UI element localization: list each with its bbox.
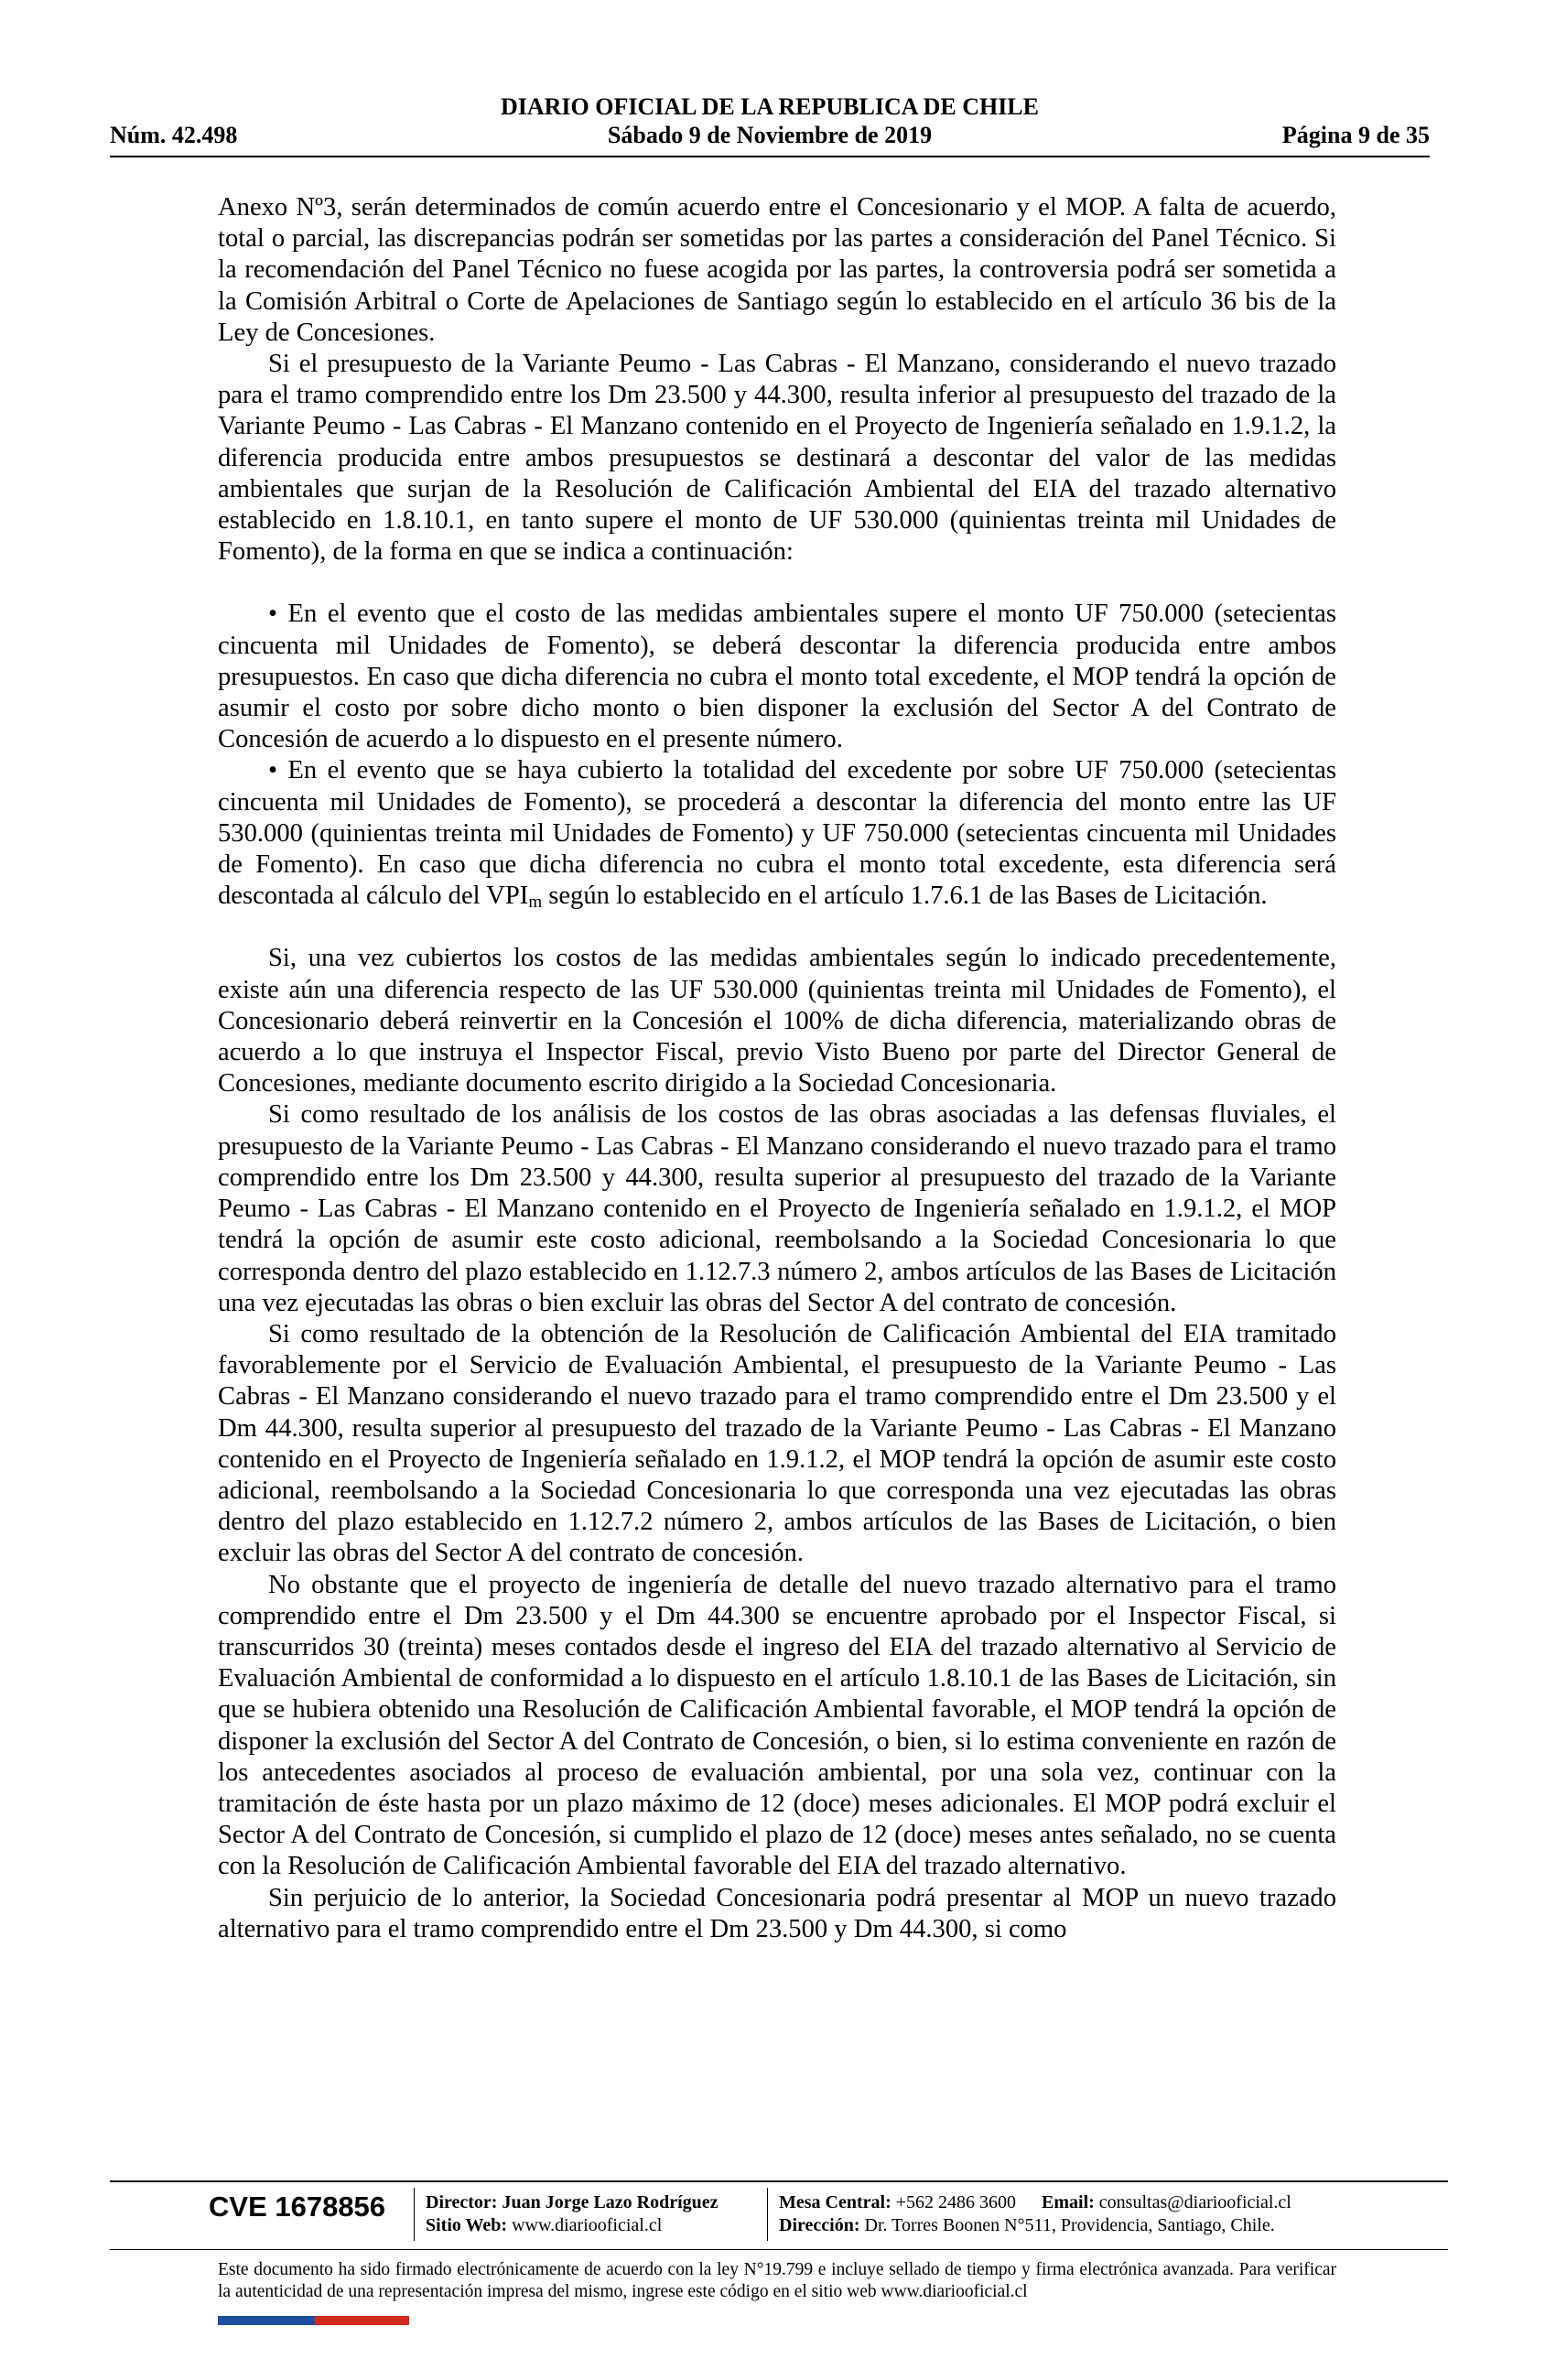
- footer-divider: [110, 2249, 1448, 2250]
- website-label: Sitio Web:: [426, 2215, 508, 2235]
- paragraph: No obstante que el proyecto de ingeniería de detalle del nuevo trazado alternativo para el tramo comprendido entre el Dm 23.500 y el Dm 44.300 se encuentre aprobado por el Inspector Fiscal, si transcurridos 30 (treinta) meses contados desde el ingreso del EIA del trazado alternativo al Servicio de Evaluación Ambiental de conformidad a lo dispuesto en el artículo 1.8.10.1 de las Bases de Licitación, sin que se hubiera obtenido una Resolución de Calificación Ambiental favorable, el MOP tendrá la opción de disponer la exclusión del Sector A del Contrato de Concesión, o bien, si lo estima conveniente en razón de los antecedentes asociados al proceso de evaluación ambiental, por una sola vez, continuar con la tramitación de éste hasta por un plazo máximo de 12 (doce) meses adicionales. El MOP podrá excluir el Sector A del Contrato de Concesión, si cumplido el plazo de 12 (doce) meses antes señalado, no se cuenta con la Resolución de Calificación Ambiental favorable del EIA del trazado alternativo.: [218, 1570, 1336, 1881]
- issue-number: Núm. 42.498: [110, 122, 238, 148]
- footer-divider-top: [110, 2180, 1448, 2182]
- footer-separator: [767, 2188, 768, 2241]
- header-divider: [110, 156, 1430, 157]
- bullet-text-end: según lo establecido en el artículo 1.7.6.1 de las Bases de Licitación.: [542, 882, 1268, 911]
- paragraph: Sin perjuicio de lo anterior, la Sociedad Concesionaria podrá presentar al MOP un nuevo trazado alternativo para el tramo comprendido entre el Dm 23.500 y Dm 44.300, si como: [218, 1883, 1336, 1943]
- document-body: [218, 192, 1336, 1945]
- flag-stripe-red: [315, 2316, 409, 2325]
- bullet-item: • En el evento que el costo de las medidas ambientales supere el monto UF 750.000 (setecientas cincuenta mil Unidades de Fomento), se deberá descontar la diferencia producida entre ambos presupuestos. En caso que dicha diferencia no cubra el monto total excedente, el MOP tendrá la opción de asumir el costo por sobre dicho monto o bien disponer la exclusión del Sector A del Contrato de Concesión de acuerdo a lo dispuesto en el presente número.: [218, 600, 1336, 754]
- issue-date: Sábado 9 de Noviembre de 2019: [607, 122, 933, 148]
- phone-value: +562 2486 3600: [895, 2192, 1017, 2212]
- signature-notice: Este documento ha sido firmado electrónicamente de acuerdo con la ley N°19.799 e incluye sellado de tiempo y firma electrónica avanzada. Para verificar la autenticidad de una representación impresa del mismo, ingrese este código en el sitio web www.diariooficial.cl: [218, 2260, 1336, 2301]
- footer-editorial-info: [426, 2191, 719, 2237]
- paragraph: Anexo Nº3, serán determinados de común acuerdo entre el Concesionario y el MOP. A falta de acuerdo, total o parcial, las discrepancias podrán ser sometidas por las partes a consideración del Panel Técnico. Si la recomendación del Panel Técnico no fuese acogida por las partes, la controversia podrá ser sometida a la Comisión Arbitral o Corte de Apelaciones de Santiago según lo establecido en el artículo 36 bis de la Ley de Concesiones.: [218, 193, 1336, 347]
- paragraph: Si, una vez cubiertos los costos de las medidas ambientales según lo indicado precedentemente, existe aún una diferencia respecto de las UF 530.000 (quinientas treinta mil Unidades de Fomento), el Concesionario deberá reinvertir en la Concesión el 100% de dicha diferencia, materializando obras de acuerdo a lo que instruya el Inspector Fiscal, previo Visto Bueno por parte del Director General de Concesiones, mediante documento escrito dirigido a la Sociedad Concesionaria.: [218, 944, 1336, 1098]
- footer-separator: [414, 2188, 415, 2241]
- phone-label: Mesa Central:: [779, 2192, 891, 2212]
- vpi-term: VPI: [486, 882, 529, 911]
- email-label: Email:: [1042, 2192, 1095, 2212]
- page-header: [110, 92, 1430, 157]
- spacer: [218, 912, 1336, 943]
- page-number: Página 9 de 35: [1281, 122, 1430, 148]
- website-link[interactable]: www.diariooficial.cl: [512, 2215, 663, 2235]
- bullet-text: • En el evento que se haya cubierto la totalidad del excedente por sobre UF 750.000 (setecientas cincuenta mil Unidades de Fomento), se procederá a descontar la diferencia del monto entre las UF 530.000 (quinientas treinta mil Unidades de Fomento) y UF 750.000 (setecientas cincuenta mil Unidades de Fomento). En caso que dicha diferencia no cubra el monto total excedente, esta diferencia será descontada al cálculo del: [218, 756, 1336, 911]
- director-name: Juan Jorge Lazo Rodríguez: [502, 2192, 719, 2212]
- paragraph: Si el presupuesto de la Variante Peumo - Las Cabras - El Manzano, considerando el nuevo trazado para el tramo comprendido entre los Dm 23.500 y 44.300, resulta inferior al presupuesto del trazado de la Variante Peumo - Las Cabras - El Manzano contenido en el Proyecto de Ingeniería señalado en 1.9.1.2, la diferencia producida entre ambos presupuestos se destinará a descontar del valor de las medidas ambientales que surjan de la Resolución de Calificación Ambiental del EIA del trazado alternativo establecido en 1.8.10.1, en tanto supere el monto de UF 530.000 (quinientas treinta mil Unidades de Fomento), de la forma en que se indica a continuación:: [218, 350, 1336, 567]
- paragraph: Si como resultado de la obtención de la Resolución de Calificación Ambiental del EIA tramitado favorablemente por el Servicio de Evaluación Ambiental, el presupuesto de la Variante Peumo - Las Cabras - El Manzano considerando el nuevo trazado para el tramo comprendido entre el Dm 23.500 y el Dm 44.300, resulta superior al presupuesto del trazado de la Variante Peumo - Las Cabras - El Manzano contenido en el Proyecto de Ingeniería señalado en 1.9.1.2, el MOP tendrá la opción de asumir este costo adicional, reembolsando a la Sociedad Concesionaria lo que corresponda una vez ejecutadas las obras dentro del plazo establecido en 1.12.7.2 número 2, ambos artículos de las Bases de Licitación, o bien excluir las obras del Sector A del contrato de concesión.: [218, 1319, 1336, 1568]
- paragraph: Si como resultado de los análisis de los costos de las obras asociadas a las defensas fluviales, el presupuesto de la Variante Peumo - Las Cabras - El Manzano considerando el nuevo trazado para el tramo comprendido entre los Dm 23.500 y 44.300, resulta superior al presupuesto del trazado de la Variante Peumo - Las Cabras - El Manzano contenido en el Proyecto de Ingeniería señalado en 1.9.1.2, el MOP tendrá la opción de asumir este costo adicional, reembolsando a la Sociedad Concesionaria lo que corresponda dentro del plazo establecido en 1.12.7.3 número 2, ambos artículos de las Bases de Licitación una vez ejecutadas las obras o bien excluir las obras del Sector A del contrato de concesión.: [218, 1100, 1336, 1317]
- publication-title: DIARIO OFICIAL DE LA REPUBLICA DE CHILE: [500, 93, 1039, 120]
- address-label: Dirección:: [779, 2215, 860, 2235]
- cve-code: CVE 1678856: [209, 2191, 386, 2223]
- flag-stripe-blue: [218, 2316, 315, 2325]
- footer-contact-info: [779, 2191, 1291, 2237]
- director-label: Director:: [426, 2192, 498, 2212]
- bullet-item: [218, 755, 1336, 912]
- email-link[interactable]: consultas@diariooficial.cl: [1098, 2192, 1291, 2212]
- spacer: [218, 568, 1336, 599]
- vpi-subscript: m: [528, 892, 543, 913]
- address-value: Dr. Torres Boonen N°511, Providencia, Santiago, Chile.: [864, 2215, 1275, 2235]
